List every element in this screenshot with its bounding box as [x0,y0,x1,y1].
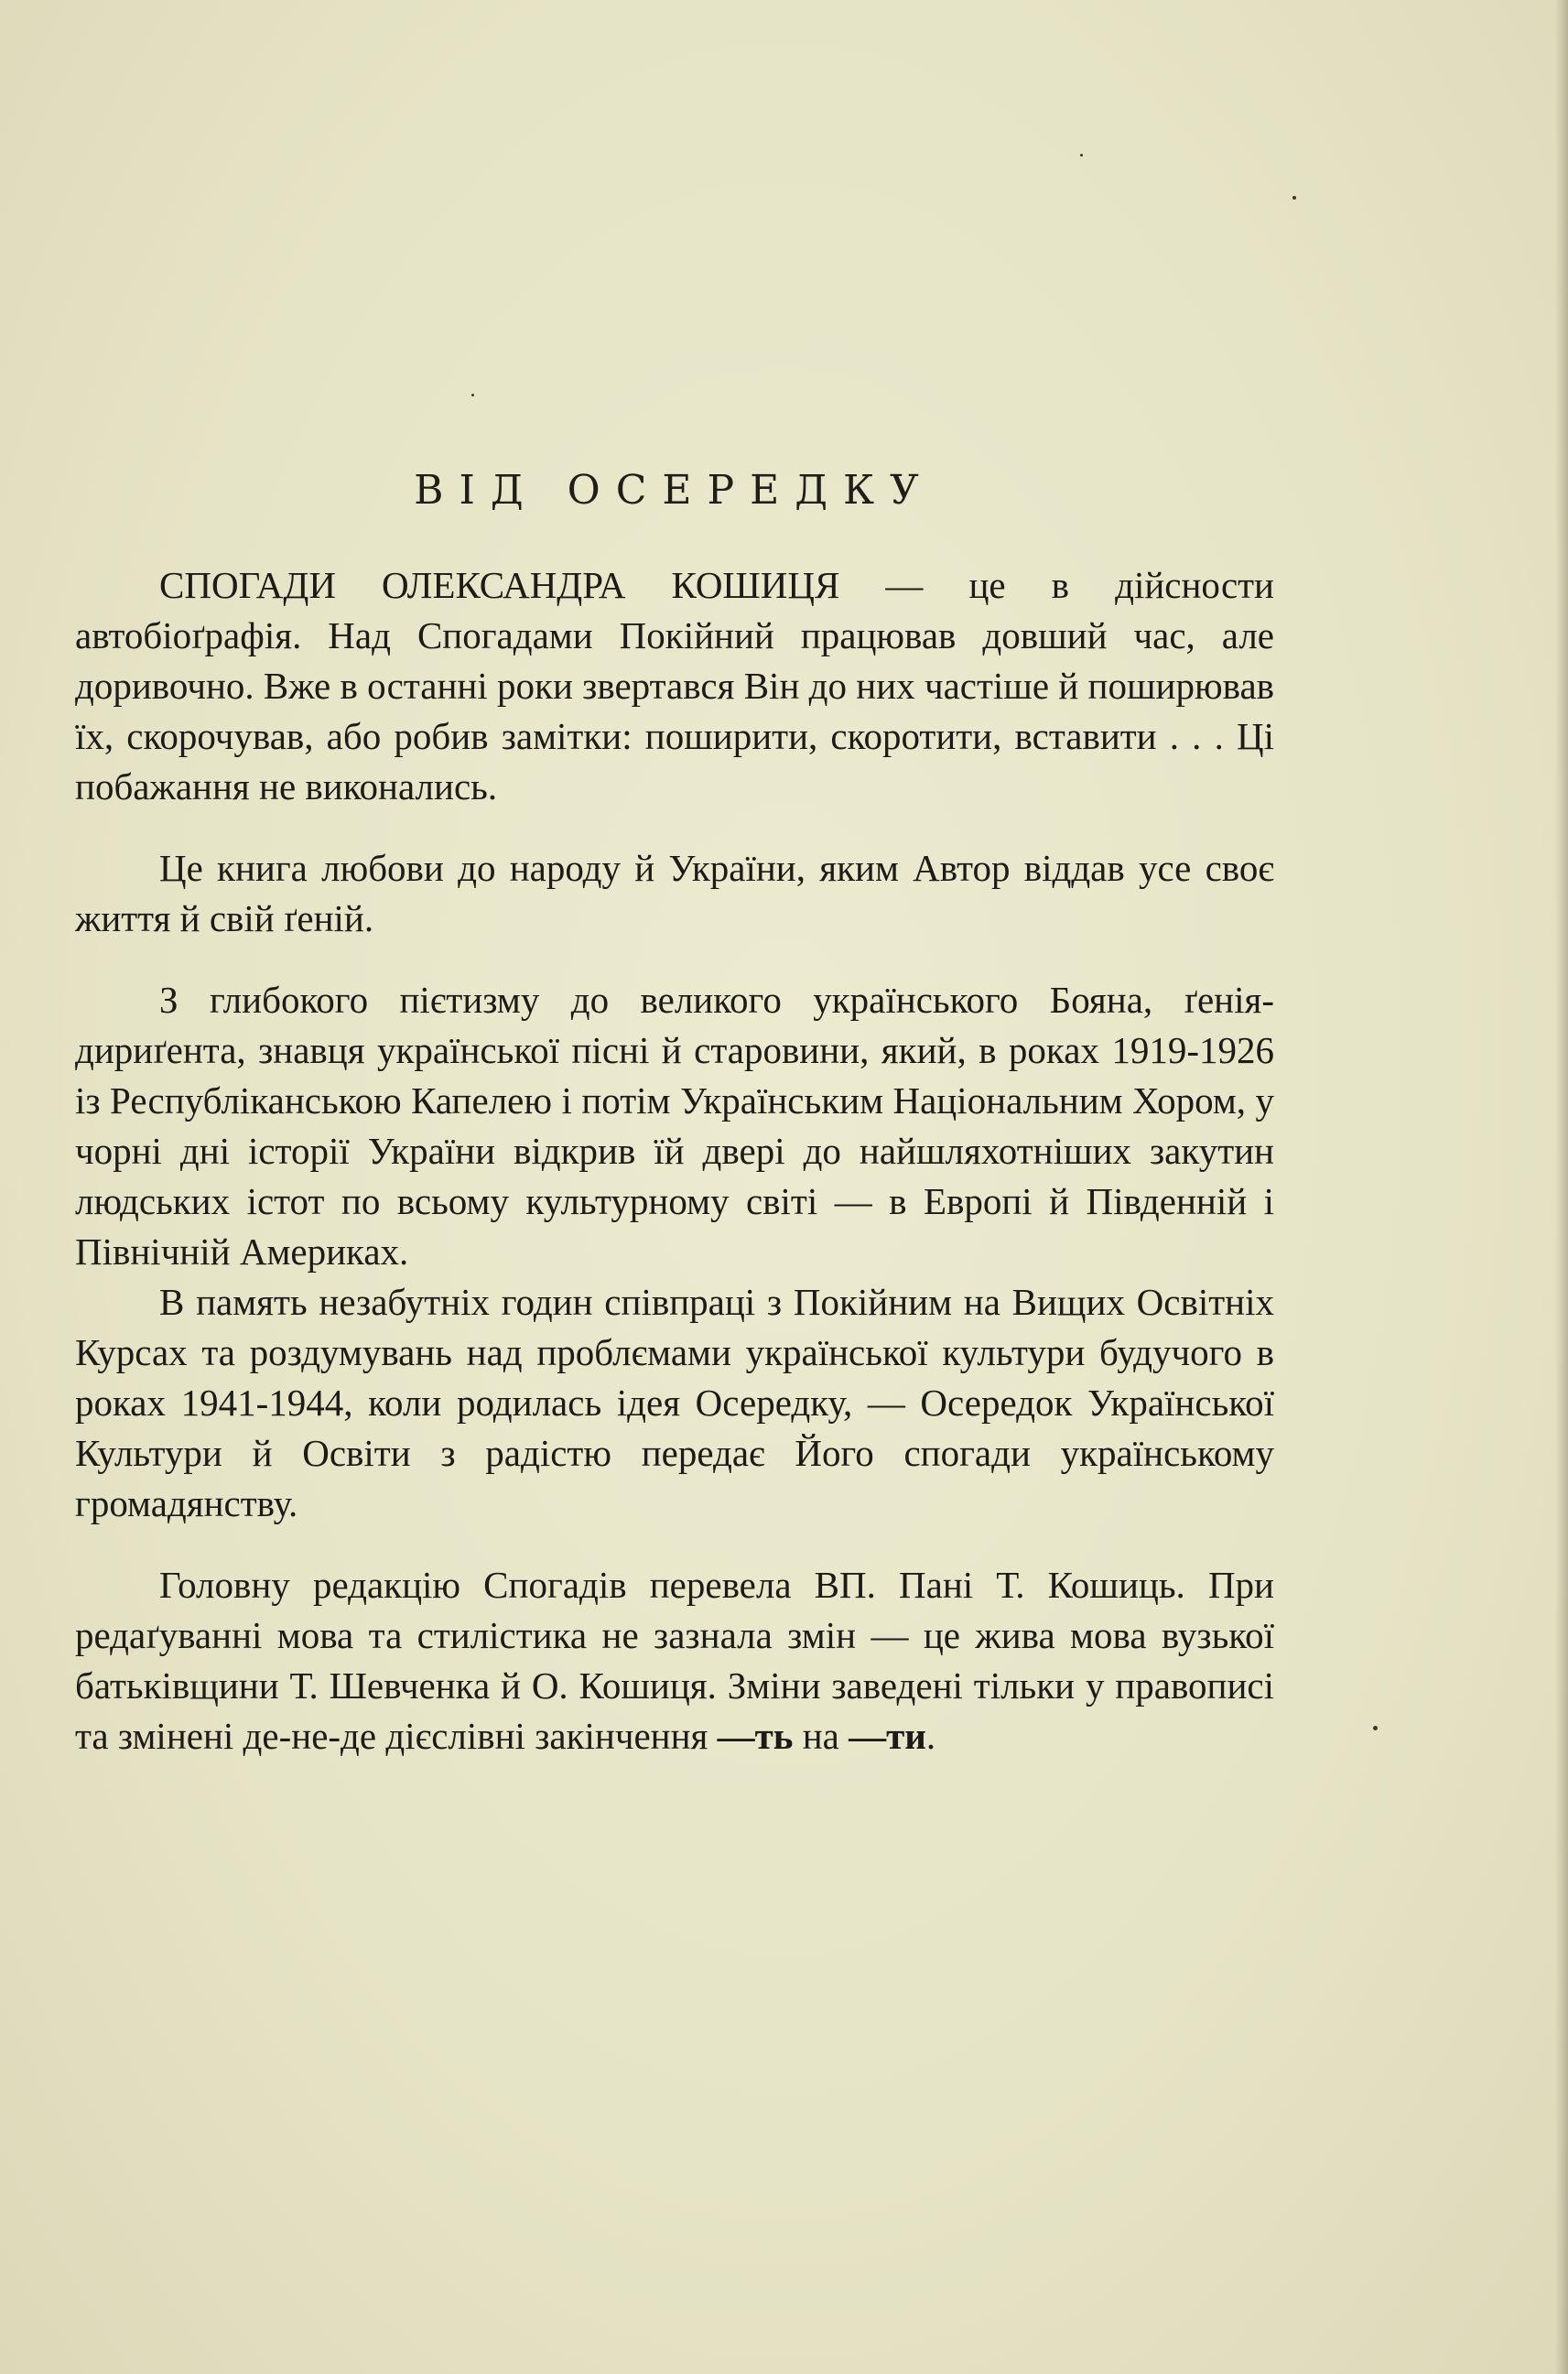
paragraph-1: СПОГАДИ ОЛЕКСАНДРА КОШИЦЯ — це в дійсности автобіоґрафія. Над Спогадами Покійний працював довший час, але доривочно. Вже в останні роки звертався Він до них частіше й поширював їх, скорочував, або робив замітки: поширити, скоротити, вставити . . . Ці побажання не виконались. [75,564,1274,808]
verb-ending-ty: —ти [849,1715,926,1757]
scan-edge-shadow [1555,0,1568,2374]
dust-speck [471,394,474,396]
verb-ending-ty-soft: —ть [717,1715,794,1757]
dust-speck [1080,154,1083,157]
body-text [75,560,1274,1762]
dust-speck [1292,196,1296,200]
paragraph-5-connector: на [793,1715,849,1757]
paragraph-5 [75,1560,1274,1762]
paragraph-5-end: . [925,1715,936,1757]
paragraph-2: Це книга любови до народу й України, яким Автор віддав усе своє життя й свій ґеній. [75,847,1274,939]
paragraph-5-text: Головну редакцію Спогадів перевела ВП. Пані Т. Кошиць. При редаґуванні мова та стилістика не зазнала змін — це жива мова вузької батьківщини Т. Шевченка й О. Кошиця. Зміни заведені тільки у правописі та змінені де-не-де дієслівні закінчення [75,1564,1274,1757]
dust-speck [1373,1726,1378,1730]
paragraph-3: З глибокого пієтизму до великого українського Бояна, ґенія-дириґента, знавця української пісні й старовини, який, в роках 1919-1926 із Республіканською Капелею і потім Українським Національним Хором, у чорні дні історії України відкрив їй двері до найшляхотніших закутин людських істот по всьому культурному світі — в Европі й Південній і Північній Америках. [75,979,1274,1273]
paragraph-4: В память незабутніх годин співпраці з Покійним на Вищих Освітніх Курсах та роздумувань над проблємами української культури будучого в роках 1941-1944, коли родилась ідея Осередку, — Осередок Української Культури й Освіти з радістю передає Його спогади українському громадянству. [75,1281,1274,1524]
section-title: ВІД ОСЕРЕДКУ [414,467,935,514]
